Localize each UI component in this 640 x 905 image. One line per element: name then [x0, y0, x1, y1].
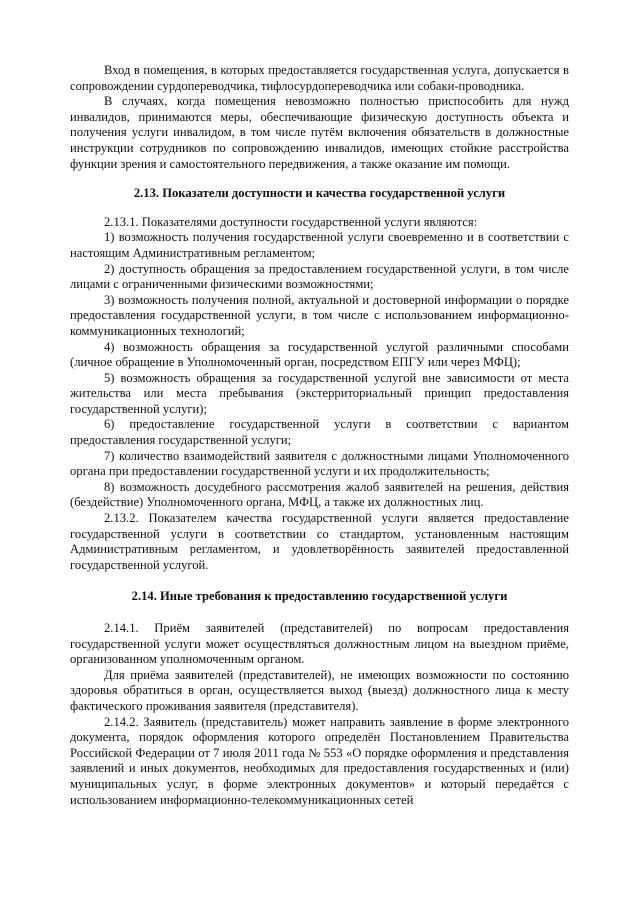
section-heading-2-13: 2.13. Показатели доступности и качества государственной услуги — [133, 186, 506, 201]
list-item-4: 4) возможность обращения за государственной услугой различными способами (личное обращение в Уполномоченный орган, посредством ЕПГУ или через МФЦ); — [70, 339, 569, 370]
list-item-2: 2) доступность обращения за предоставлением государственной услуги, в том числе лицами с ограниченными физическими возможностями; — [70, 261, 569, 292]
paragraph-2-13-1: 2.13.1. Показателями доступности государственной услуги являются: — [104, 214, 478, 229]
intro-paragraph-accessibility: В случаях, когда помещения невозможно полностью приспособить для нужд инвалидов, принимаются меры, обеспечивающие физическую доступность объекта и получения услуги инвалидом, в том числе путём включения обязательств в должностные инструкции сотрудников по сопровождению инвалидов, имеющих стойкие расстройства функции зрения и самостоятельного передвижения, а также оказание им помощи. — [70, 94, 569, 171]
list-item-8: 8) возможность досудебного рассмотрения жалоб заявителей на решения, действия (бездействие) Уполномоченного органа, МФЦ, а также их должностных лиц. — [70, 479, 569, 510]
list-item-5: 5) возможность обращения за государственной услугой вне зависимости от места жительства или места пребывания (экстерриториальный принцип предоставления государственной услуги); — [70, 370, 569, 416]
list-item-7: 7) количество взаимодействий заявителя с должностными лицами Уполномоченного органа при предоставлении государственной услуги и их продолжительность; — [70, 448, 569, 479]
paragraph-2-14-2: 2.14.2. Заявитель (представитель) может направить заявление в форме электронного документа, порядок оформления которого определён Постановлением Правительства Российской Федерации от 7 июля 2011 года № 553 «О порядке оформления и представления заявлений и иных документов, необходимых для предоставления государственных и (или) муниципальных услуг, в форме электронных документов» и который передаётся с использованием информационно-телекоммуникационных сетей — [70, 714, 569, 807]
intro-paragraph-entry: Вход в помещения, в которых предоставляется государственная услуга, допускается в сопровождении сурдопереводчика, тифлосурдопереводчика или собаки-проводника. — [70, 63, 569, 93]
paragraph-home-visit: Для приёма заявителей (представителей), не имеющих возможности по состоянию здоровья обратиться в орган, осуществляется выход (выезд) должностного лица к месту фактического проживания заявителя (представителя). — [70, 667, 569, 713]
list-item-3: 3) возможность получения полной, актуальной и достоверной информации о порядке предоставления государственной услуги, в том числе с использованием информационно-коммуникационных технологий; — [70, 292, 569, 338]
paragraph-2-13-2: 2.13.2. Показателем качества государственной услуги является предоставление государственной услуги в соответствии со стандартом, установленным настоящим Административным регламентом, и удовлетворённость заявителей предоставленной государственной услугой. — [70, 511, 569, 572]
list-item-6: 6) предоставление государственной услуги в соответствии с вариантом предоставления государственной услуги; — [70, 417, 569, 448]
section-heading-2-14: 2.14. Иные требования к предоставлению государственной услуги — [131, 589, 508, 604]
list-item-1: 1) возможность получения государственной услуги своевременно и в соответствии с настоящим Административным регламентом; — [70, 230, 569, 260]
paragraph-2-14-1: 2.14.1. Приём заявителей (представителей) по вопросам предоставления государственной услуги может осуществляться должностным лицом на выездном приёме, организованном уполномоченным органом. — [70, 621, 569, 667]
